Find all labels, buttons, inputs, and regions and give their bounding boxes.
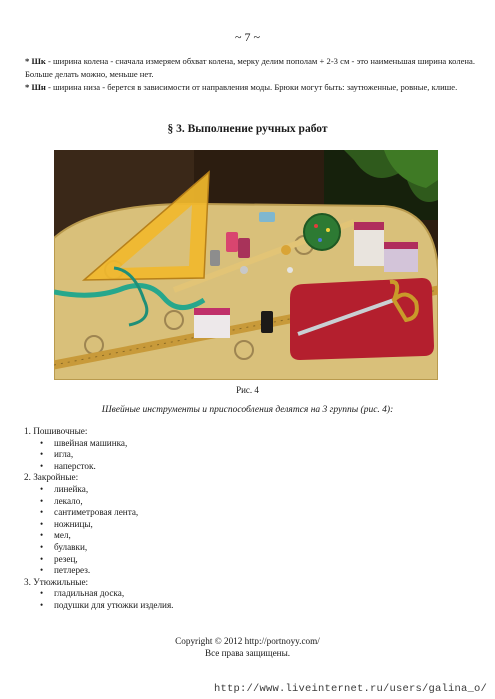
page-number: ~ 7 ~	[235, 30, 260, 44]
list-item: • сантиметровая лента,	[40, 507, 464, 519]
tool-group-sewing	[24, 426, 464, 472]
list-item: • ножницы,	[40, 519, 464, 531]
tool-groups	[24, 426, 464, 612]
copyright-footer	[0, 635, 495, 659]
copyright-line: Copyright © 2012 http://portnoyy.com/	[175, 636, 320, 646]
intro-text	[25, 55, 475, 94]
list-item: • наперсток.	[40, 461, 464, 473]
list-item: • подушки для утюжки изделия.	[40, 600, 464, 612]
rights-line: Все права защищены.	[204, 648, 291, 658]
tool-group-list	[24, 438, 464, 473]
tool-group-list	[24, 484, 464, 577]
intro-term-hem: * Шн	[25, 82, 46, 92]
watermark-url: http://www.liveinternet.ru/users/galina_o/	[213, 683, 487, 695]
sewing-tools-photo-illustration	[54, 150, 438, 380]
figure-caption: Рис. 4	[236, 385, 259, 395]
list-item: • мел,	[40, 530, 464, 542]
intro-term-knee: * Шк	[25, 56, 46, 66]
list-item: • швейная машинка,	[40, 438, 464, 450]
tool-group-cutting	[24, 472, 464, 576]
tool-group-title: 1. Пошивочные:	[24, 426, 88, 436]
intro-paragraph-hem	[25, 81, 475, 94]
list-item: • игла,	[40, 449, 464, 461]
figure-subcaption: Швейные инструменты и приспособления делятся на 3 группы (рис. 4):	[101, 405, 394, 415]
list-item: • лекало,	[40, 496, 464, 508]
intro-text-hem: - ширина низа - берется в зависимости от направления моды. Брюки могут быть: заутюженные, ровные, клише.	[45, 82, 458, 92]
sewing-tools-photo	[54, 150, 438, 380]
tool-group-list	[24, 588, 464, 611]
list-item: • гладильная доска,	[40, 588, 464, 600]
intro-paragraph-knee	[25, 55, 475, 81]
tool-group-title: 2. Закройные:	[24, 472, 79, 483]
list-item: • линейка,	[40, 484, 464, 496]
list-item: • резец,	[40, 554, 464, 566]
list-item: • петлерез.	[40, 565, 464, 577]
section-heading: § 3. Выполнение ручных работ	[167, 123, 328, 135]
list-item: • булавки,	[40, 542, 464, 554]
tool-group-ironing	[24, 577, 464, 612]
tool-group-title: 3. Утюжильные:	[24, 576, 89, 587]
intro-text-knee: - ширина колена - сначала измеряем обхват колена, мерку делим пополам + 2-3 см - это наименьшая ширина колена. Больше делать можно, меньше нет.	[25, 56, 475, 79]
